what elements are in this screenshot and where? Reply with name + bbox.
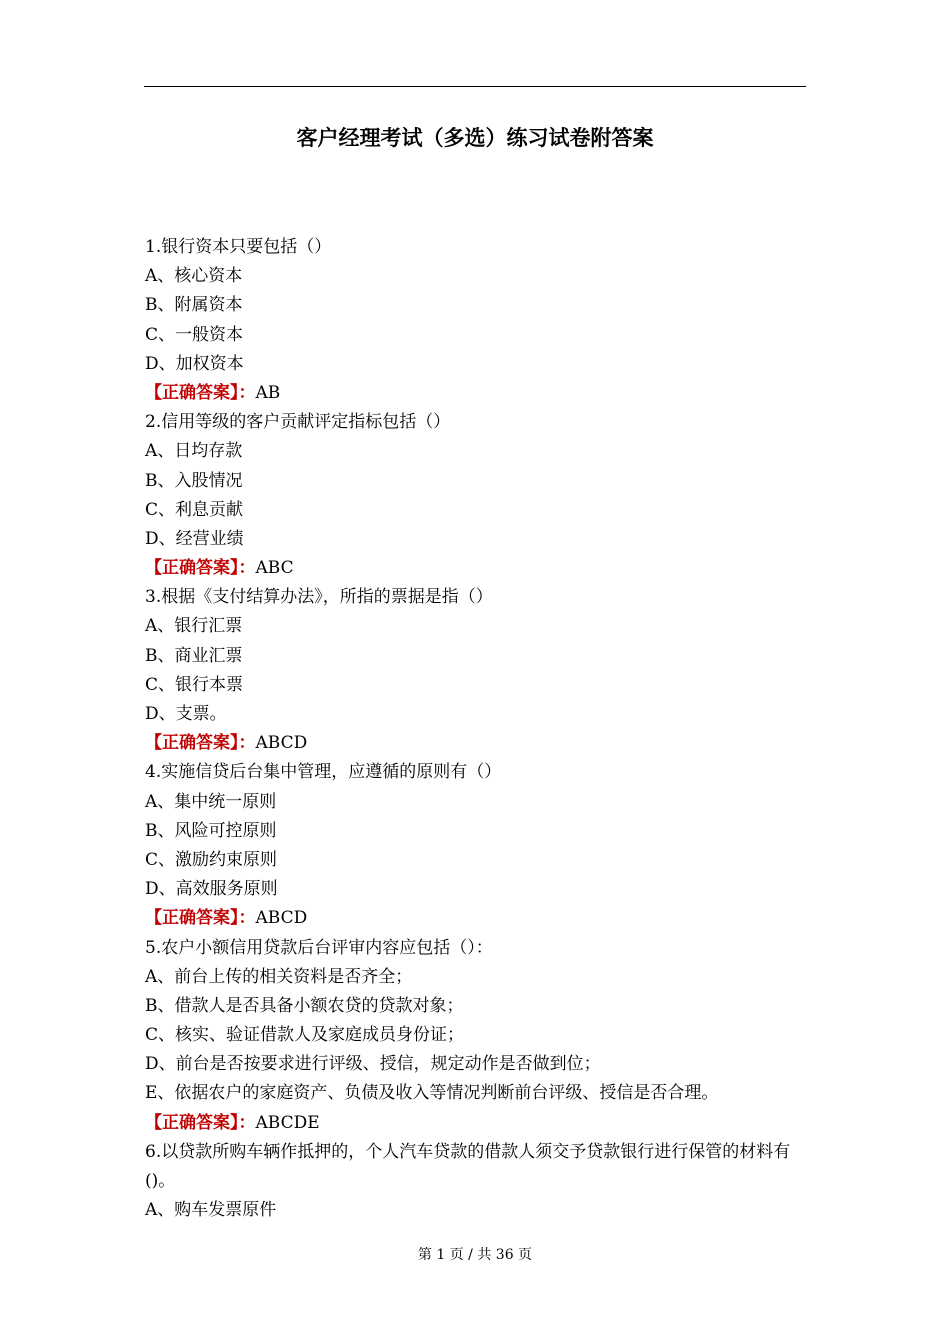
option-c: C、银行本票 (145, 674, 244, 695)
option-b: B、借款人是否具备小额农贷的贷款对象； (145, 995, 464, 1016)
question-list (145, 233, 805, 1225)
option-a: A、集中统一原则 (145, 791, 277, 812)
option-c: C、利息贡献 (145, 499, 244, 520)
answer-label: 【正确答案】： (145, 558, 256, 579)
answer-line (145, 554, 805, 583)
answer-label: 【正确答案】： (145, 733, 256, 754)
document-title: 客户经理考试（多选）练习试卷附答案 (296, 126, 654, 150)
option-d: D、支票。 (145, 704, 227, 724)
question-text: 4.实施信贷后台集中管理，应遵循的原则有（） (145, 762, 502, 783)
answer-value: ABCD (255, 908, 308, 929)
option-a: A、核心资本 (145, 266, 243, 287)
option-a: A、前台上传的相关资料是否齐全； (145, 966, 413, 987)
question-text: 3.根据《支付结算办法》，所指的票据是指（） (145, 587, 493, 608)
option-c: C、核实、验证借款人及家庭成员身份证； (145, 1025, 465, 1046)
option-d: D、前台是否按要求进行评级、授信，规定动作是否做到位； (145, 1054, 601, 1075)
option-d: D、加权资本 (145, 353, 244, 374)
answer-value: AB (255, 382, 281, 403)
option-a: A、购车发票原件 (145, 1200, 277, 1221)
question-text: 1.银行资本只要包括（） (145, 237, 332, 257)
option-d: D、高效服务原则 (145, 879, 278, 900)
option-e: E、依据农户的家庭资产、负债及收入等情况判断前台评级、授信是否合理。 (145, 1083, 719, 1104)
answer-line (145, 904, 805, 933)
answer-label: 【正确答案】： (145, 382, 256, 403)
answer-line (145, 1109, 805, 1138)
answer-label: 【正确答案】： (145, 1112, 256, 1133)
option-c: C、一般资本 (145, 324, 244, 345)
header-rule (144, 86, 806, 87)
answer-line (145, 729, 805, 758)
question-text: 2.信用等级的客户贡献评定指标包括（） (145, 412, 451, 433)
answer-value: ABCDE (255, 1112, 320, 1133)
option-b: B、风险可控原则 (145, 820, 277, 841)
option-b: B、入股情况 (145, 470, 243, 491)
option-b: B、商业汇票 (145, 645, 243, 666)
option-a: A、银行汇票 (145, 616, 243, 637)
option-d: D、经营业绩 (145, 528, 244, 549)
question-text: 6.以贷款所购车辆作抵押的，个人汽车贷款的借款人须交予贷款银行进行保管的材料有()。 (145, 1141, 791, 1192)
option-c: C、激励约束原则 (145, 849, 278, 870)
answer-label: 【正确答案】： (145, 908, 256, 929)
page-number: 第 1 页 / 共 36 页 (417, 1247, 533, 1263)
question-text: 5.农户小额信用贷款后台评审内容应包括（）： (145, 937, 493, 958)
answer-value: ABCD (255, 733, 308, 754)
option-b: B、附属资本 (145, 295, 243, 316)
answer-line (145, 379, 805, 408)
option-a: A、日均存款 (145, 441, 243, 462)
answer-value: ABC (255, 558, 294, 579)
